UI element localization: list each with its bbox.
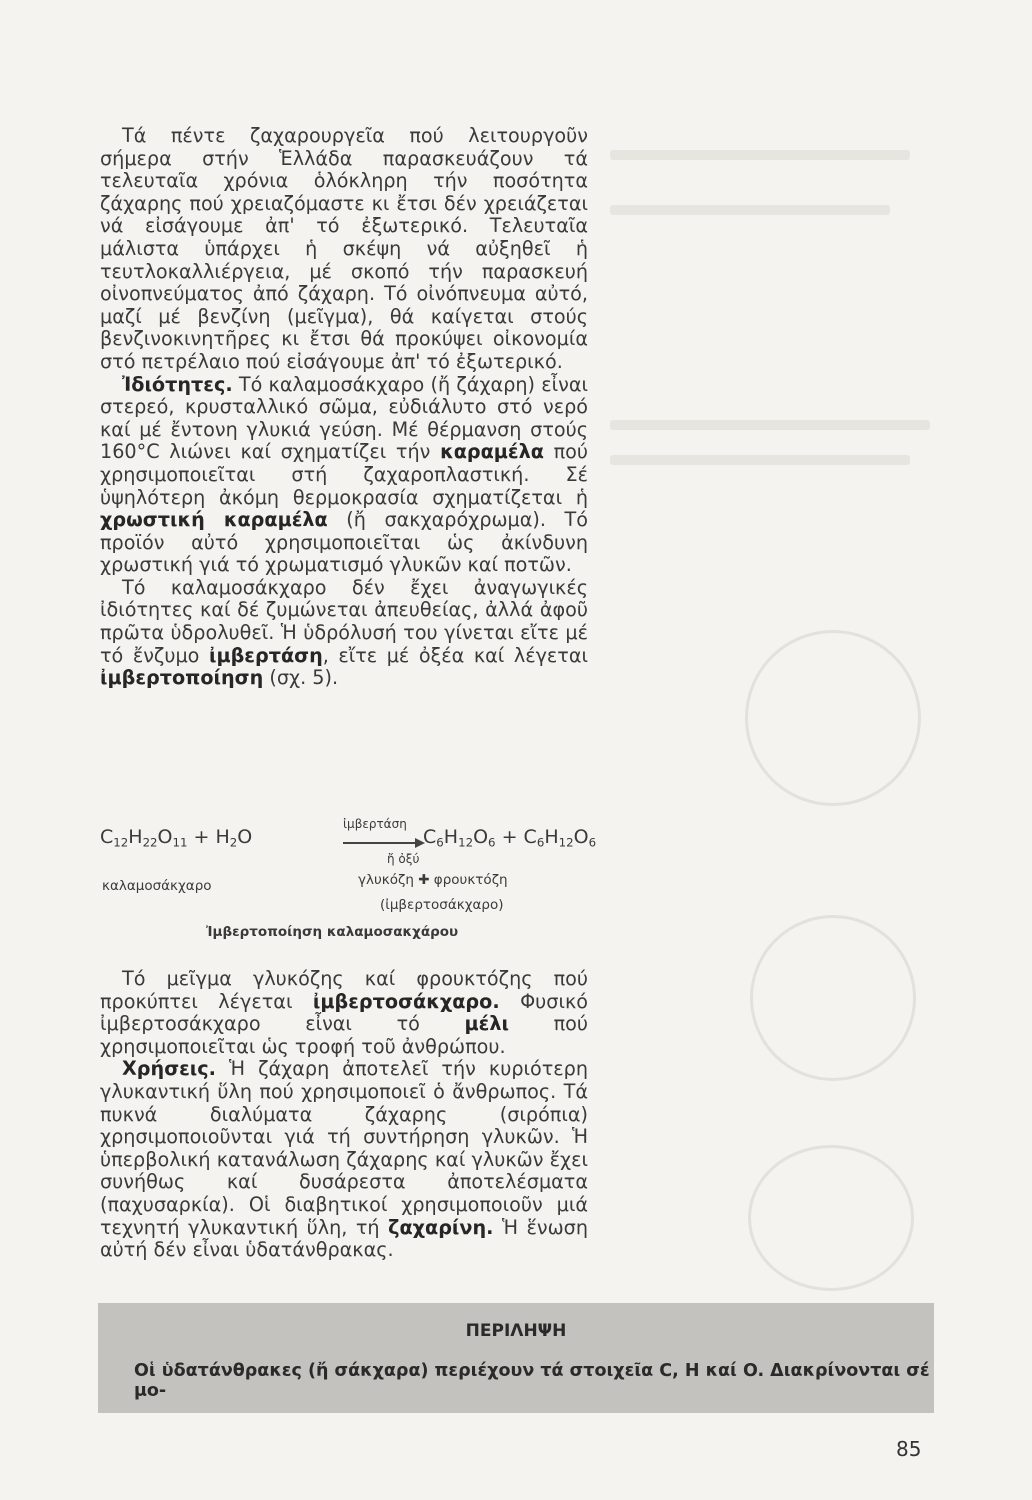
term-caramel: καραμέλα: [440, 440, 544, 464]
term-invert-sugar: ἰμβερτοσάκχαρο.: [312, 989, 500, 1013]
paragraph-hydrolysis: [100, 577, 588, 690]
invert-text: Τό μεῖγμα γλυκόζης καί φρουκτόζης πού προκύπτει λέγεται: [100, 967, 588, 1013]
equation-rhs: $C_6H_{12}O_6 + C_6H_{12}O_6$: [423, 826, 597, 850]
bleed-through-circle: [745, 630, 921, 806]
bleed-through-mark: [610, 205, 890, 215]
paragraph-uses: [100, 1058, 588, 1261]
label-products: γλυκόζη ✚ φρουκτόζη: [358, 872, 508, 888]
term-invertase: ἰμβερτάση: [208, 643, 323, 667]
term-inversion: ἰμβερτοποίηση: [100, 666, 264, 690]
bleed-through-circle: [750, 915, 916, 1081]
paragraph-invert-sugar: [100, 968, 588, 1058]
summary-heading: ΠΕΡΙΛΗΨΗ: [465, 1321, 567, 1341]
invert-text: Φυσικό ἰμβερτοσάκχαρο εἶναι τό: [100, 989, 588, 1036]
hydrolysis-text: Τό καλαμοσάκχαρο δέν ἔχει ἀναγωγικές ἰδιότητες καί δέ ζυμώνεται ἀπευθείας, ἀλλά ἀφοῦ πρῶτα ὑδρολυθεῖ. Ἡ ὑδρόλυσή του γίνεται εἴτε μέ τό ἔνζυμο: [100, 575, 588, 667]
bleed-through-circle: [748, 1145, 914, 1291]
main-text-column: [100, 125, 588, 690]
uses-text: Ἡ ζάχαρη ἀποτελεῖ τήν κυριότερη γλυκαντική ὕλη πού χρησιμοποιεῖ ὁ ἄνθρωπος. Τά πυκνά διαλύματα ζάχαρης (σιρόπια) χρησιμοποιοῦνται γιά τή συντήρηση γλυκῶν. Ἡ ὑπερβολική κατανάλωση ζάχαρης καί γλυκῶν ἔχει συνήθως καί δυσάρεστα ἀποτελέσματα (παχυσαρκία). Οἱ διαβητικοί χρησιμοποιοῦν μιά τεχνητή γλυκαντική ὕλη, τή: [100, 1057, 588, 1239]
label-sucrose: καλαμοσάκχαρο: [102, 878, 212, 894]
arrow-label-enzyme: ἰμβερτάση: [343, 817, 407, 831]
term-color-caramel: χρωστική καραμέλα: [100, 508, 328, 532]
hydrolysis-text: (σχ. 5).: [263, 666, 339, 690]
paragraph-sugar-factories: Τά πέντε ζαχαρουργεῖα πού λειτουργοῦν σήμερα στήν Ἑλλάδα παρασκευάζουν τά τελευταῖα χρόνια ὁλόκληρη τήν ποσότητα ζάχαρης πού χρειαζόμαστε κι ἔτσι δέν χρειάζεται νά εἰσάγουμε ἀπ' τό ἐξωτερικό. Τελευταῖα μάλιστα ὑπάρχει ἡ σκέψη νά αὐξηθεῖ ἡ τευτλοκαλλιέργεια, μέ σκοπό τήν παρασκευή οἰνοπνεύματος ἀπό ζάχαρη. Τό οἰνόπνευμα αὐτό, μαζί μέ βενζίνη (μεῖγμα), θά καίγεται στούς βενζινοκινητῆρες κι ἔτσι θά προκύψει οἰκονομία στό πετρέλαιο πού εἰσάγουμε ἀπ' τό ἐξωτερικό.: [100, 124, 588, 373]
properties-text: πού χρησιμοποιεῖται στή ζαχαροπλαστική. Σέ ὑψηλότερη ἀκόμη θερμοκρασία σχηματίζεται ἡ: [100, 440, 589, 509]
equation-caption: Ἰμβερτοποίηση καλαμοσακχάρου: [206, 924, 459, 940]
bleed-through-mark: [610, 455, 910, 465]
bleed-through-mark: [610, 150, 910, 160]
summary-box: [98, 1303, 934, 1413]
properties-text: Τό καλαμοσάκχαρο (ἤ ζάχαρη) εἶναι στερεό, κρυσταλλικό σῶμα, εὐδιάλυτο στό νερό καί μέ ἔντονη γλυκιά γεύση. Μέ θέρμανση στούς 160°C λιώνει καί σχηματίζει τήν: [100, 372, 588, 464]
bleed-through-mark: [610, 420, 930, 430]
term-saccharin: ζαχαρίνη.: [388, 1215, 494, 1239]
label-invert-sugar: (ἰμβερτοσάκχαρο): [380, 897, 504, 913]
summary-text: Οἱ ὑδατάνθρακες (ἤ σάκχαρα) περιέχουν τά στοιχεῖα C, H καί O. Διακρίνονται σέ μο-: [134, 1361, 930, 1401]
paragraph-properties: [100, 374, 588, 577]
term-honey: μέλι: [464, 1012, 509, 1036]
equation-lhs: $C_{12}H_{22}O_{11} + H_2O$: [100, 826, 253, 850]
second-text-column: [100, 968, 588, 1262]
uses-heading: Χρήσεις.: [122, 1057, 216, 1081]
page-number: 85: [896, 1437, 922, 1461]
invert-text: πού χρησιμοποιεῖται ὡς τροφή τοῦ ἀνθρώπου.: [100, 1012, 588, 1058]
chemical-equation: [100, 817, 600, 946]
properties-text: (ἤ σακχαρόχρωμα). Τό προϊόν αὐτό χρησιμοποιεῖται ὡς ἀκίνδυνη χρωστική γιά τό χρωματισμό γλυκῶν καί ποτῶν.: [100, 508, 589, 577]
hydrolysis-text: , εἴτε μέ ὀξέα καί λέγεται: [322, 643, 588, 667]
properties-heading: Ἰδιότητες.: [122, 372, 233, 396]
arrow-label-acid: ἤ ὀξύ: [387, 852, 420, 866]
uses-text: Ἡ ἕνωση αὐτή δέν εἶναι ὑδατάνθρακας.: [100, 1215, 588, 1262]
